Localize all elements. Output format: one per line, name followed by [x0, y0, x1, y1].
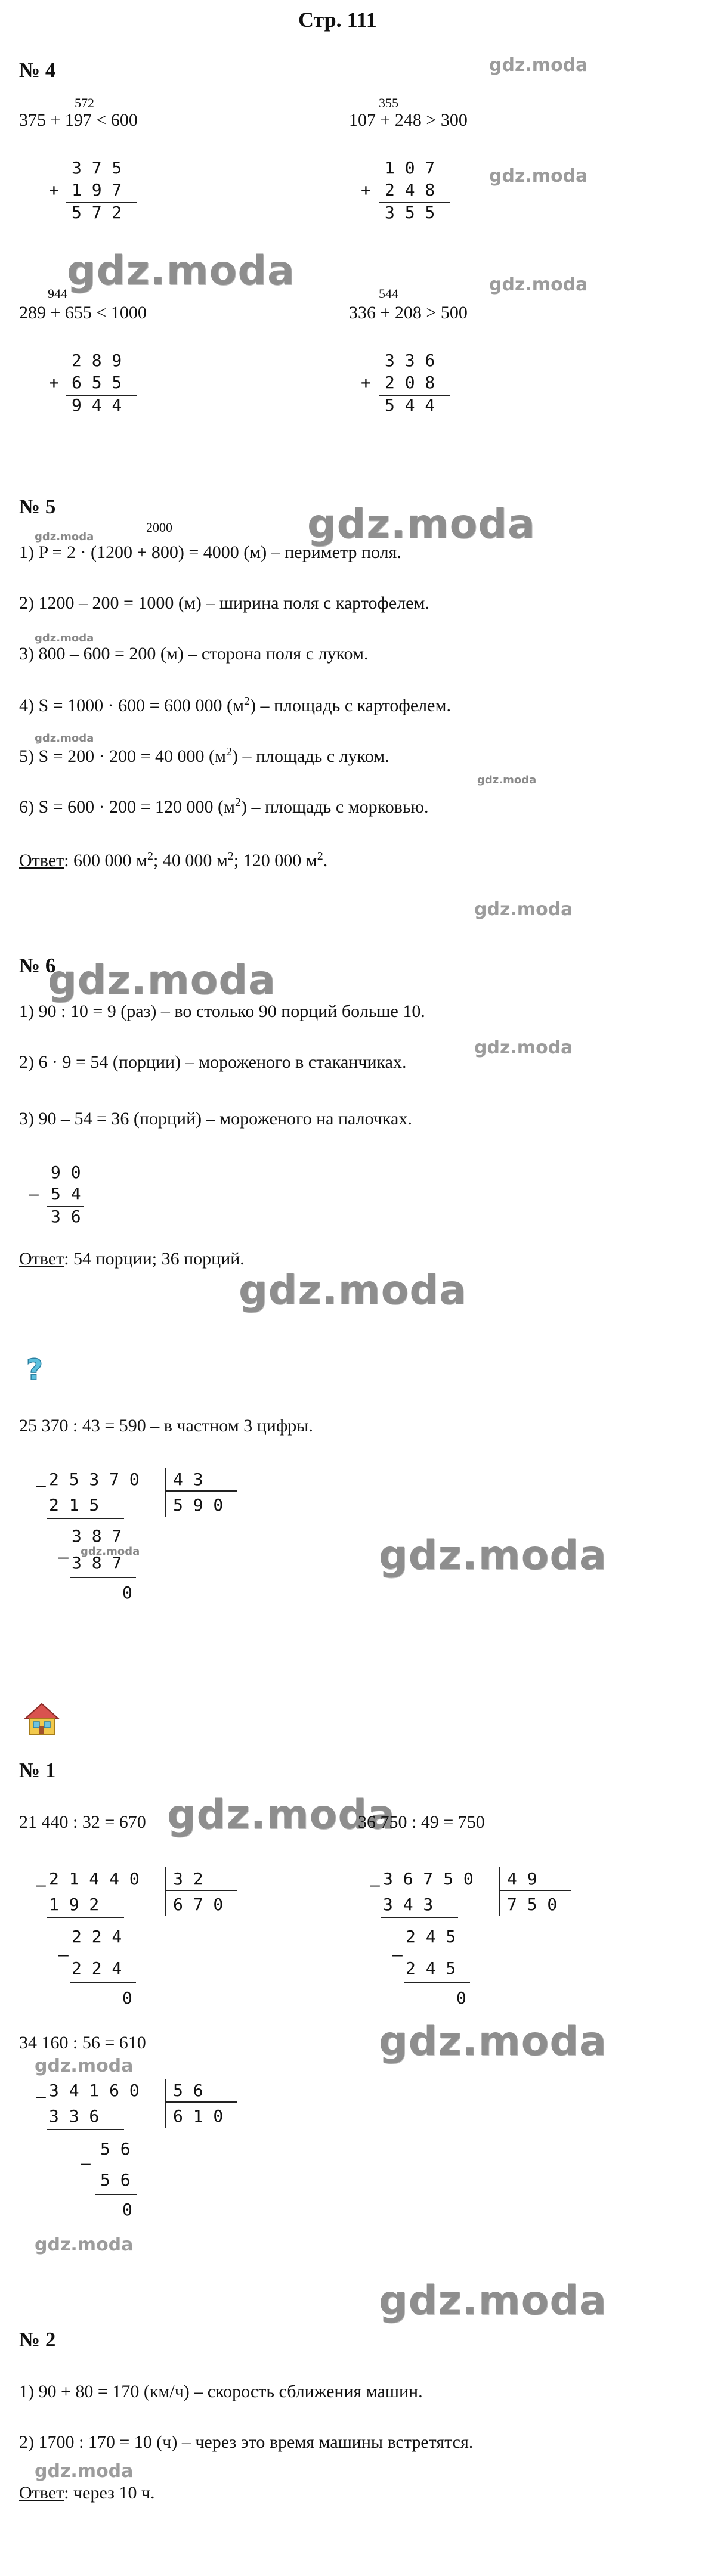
- watermark: gdz.moda: [307, 501, 536, 548]
- minus-sign: –: [58, 1547, 69, 1567]
- q-divisor: 4 3: [173, 1470, 203, 1489]
- watermark: gdz.moda: [477, 774, 537, 786]
- task4-ex2-row1: 1 0 7: [385, 158, 435, 178]
- house-icon: [24, 1702, 60, 1737]
- task5-header: № 5: [19, 495, 56, 518]
- plus-sign: +: [361, 373, 371, 392]
- task4-ex4-expr: 336 + 208 > 500: [349, 303, 468, 323]
- task6-line3: 3) 90 – 54 = 36 (порций) – мороженого на палочках.: [19, 1109, 412, 1129]
- task4-ex1-row3: 5 7 2: [72, 203, 122, 222]
- div-b-step4: 0: [456, 1988, 466, 2008]
- task6-row1: 9 0: [51, 1163, 81, 1182]
- svg-text:?: ?: [26, 1353, 43, 1384]
- minus-sign: –: [29, 1184, 39, 1204]
- plus-sign: +: [361, 180, 371, 200]
- task4-ex2-row2: 2 4 8: [385, 180, 435, 200]
- home-task2-header: № 2: [19, 2328, 56, 2351]
- div-c-step1: 3 3 6: [49, 2106, 100, 2126]
- task4-ex4-row2: 2 0 8: [385, 373, 435, 392]
- watermark: gdz.moda: [379, 2277, 607, 2324]
- minus-sign: –: [36, 1475, 46, 1495]
- task5-line5: 5) S = 200 · 200 = 40 000 $(м^2)$ – площадь с луком.: [19, 745, 389, 766]
- task6-row2: 5 4: [51, 1184, 81, 1204]
- task5-line4: 4) S = 1000 · 600 = 600 000 $(м^2)$ – площадь с картофелем.: [19, 695, 451, 715]
- div-b-dividend: 3 6 7 5 0: [383, 1869, 474, 1889]
- task5-line2: 2) 1200 – 200 = 1000 (м) – ширина поля с картофелем.: [19, 593, 429, 613]
- watermark: gdz.moda: [35, 732, 94, 745]
- task4-ex4-row1: 3 3 6: [385, 351, 435, 370]
- watermark: gdz.moda: [81, 1545, 140, 1558]
- task4-ex4-sup: 544: [379, 286, 398, 301]
- task4-ex4-row3: 5 4 4: [385, 395, 435, 415]
- minus-sign: –: [36, 2087, 46, 2106]
- div-a-dividend: 2 1 4 4 0: [49, 1869, 140, 1889]
- div-b-step3: 2 4 5: [406, 1958, 456, 1978]
- task6-line2: 2) 6 · 9 = 54 (порции) – мороженого в стаканчиках.: [19, 1052, 407, 1072]
- watermark: gdz.moda: [35, 2234, 134, 2255]
- watermark: gdz.moda: [35, 2461, 134, 2482]
- task4-ex1-expr: 375 + 197 < 600: [19, 110, 138, 130]
- task6-line1: 1) 90 : 10 = 9 (раз) – во столько 90 порций больше 10.: [19, 1002, 425, 1021]
- watermark: gdz.moda: [48, 957, 276, 1004]
- q-step2: 3 8 7: [72, 1526, 122, 1546]
- question-icon: [23, 1353, 49, 1384]
- watermark: gdz.moda: [379, 1532, 607, 1579]
- minus-sign: –: [392, 1945, 403, 1964]
- q-quotient: 5 9 0: [173, 1495, 224, 1515]
- task4-ex3-row2: 6 5 5: [72, 373, 122, 392]
- div-b-divisor: 4 9: [507, 1869, 537, 1889]
- task5-line6: 6) S = 600 · 200 = 120 000 $(м^2)$ – площадь с морковью.: [19, 796, 429, 817]
- minus-sign: –: [36, 1875, 46, 1895]
- task4-ex3-row1: 2 8 9: [72, 351, 122, 370]
- div-a-step3: 2 2 4: [72, 1958, 122, 1978]
- watermark: gdz.moda: [35, 632, 94, 644]
- question-line: 25 370 : 43 = 590 – в частном 3 цифры.: [19, 1416, 313, 1436]
- home-task1-c-expr: 34 160 : 56 = 610: [19, 2033, 146, 2053]
- watermark: gdz.moda: [489, 274, 588, 295]
- watermark: gdz.moda: [35, 531, 94, 543]
- watermark: gdz.moda: [489, 166, 588, 187]
- home-task1-a-expr: 21 440 : 32 = 670: [19, 1812, 146, 1832]
- minus-sign: –: [58, 1945, 69, 1964]
- div-c-dividend: 3 4 1 6 0: [49, 2081, 140, 2100]
- task4-ex2-expr: 107 + 248 > 300: [349, 110, 468, 130]
- q-dividend: 2 5 3 7 0: [49, 1470, 140, 1489]
- div-c-step2: 5 6: [100, 2139, 131, 2159]
- plus-sign: +: [49, 373, 59, 392]
- task4-ex3-expr: 289 + 655 < 1000: [19, 303, 147, 323]
- task6-answer: Ответ: 54 порции; 36 порций.: [19, 1249, 245, 1269]
- div-b-step1: 3 4 3: [383, 1895, 434, 1914]
- watermark: gdz.moda: [35, 2056, 134, 2076]
- home-task2-line2: 2) 1700 : 170 = 10 (ч) – через это время машины встретятся.: [19, 2432, 474, 2452]
- minus-sign: –: [81, 2153, 91, 2173]
- watermark: gdz.moda: [489, 55, 588, 76]
- task4-ex2-sup: 355: [379, 95, 398, 110]
- div-a-divisor: 3 2: [173, 1869, 203, 1889]
- home-task1-header: № 1: [19, 1759, 56, 1782]
- watermark: gdz.moda: [67, 247, 295, 295]
- watermark: gdz.moda: [379, 2018, 607, 2065]
- div-a-step4: 0: [122, 1988, 132, 2008]
- home-task2-answer: Ответ: через 10 ч.: [19, 2483, 155, 2503]
- plus-sign: +: [49, 180, 59, 200]
- task4-ex1-row2: 1 9 7: [72, 180, 122, 200]
- div-b-quotient: 7 5 0: [507, 1895, 558, 1914]
- task6-header: № 6: [19, 954, 56, 977]
- q-step4: 0: [122, 1583, 132, 1602]
- watermark: gdz.moda: [239, 1267, 467, 1314]
- home-task2-line1: 1) 90 + 80 = 170 (км/ч) – скорость сближения машин.: [19, 2382, 423, 2401]
- task5-line1: 1) P = 2 · (1200 + 800) = 4000 (м) – периметр поля.: [19, 543, 401, 562]
- page-title: Стр. 111: [298, 8, 377, 32]
- div-c-step4: 0: [122, 2200, 132, 2219]
- task4-ex1-sup: 572: [75, 95, 94, 110]
- task4-header: № 4: [19, 58, 56, 82]
- div-a-step2: 2 2 4: [72, 1927, 122, 1946]
- watermark: gdz.moda: [474, 1037, 573, 1058]
- task6-row3: 3 6: [51, 1207, 81, 1226]
- div-c-divisor: 5 6: [173, 2081, 203, 2100]
- task4-ex3-sup: 944: [48, 286, 67, 301]
- task5-line3: 3) 800 – 600 = 200 (м) – сторона поля с луком.: [19, 644, 369, 664]
- div-c-step3: 5 6: [100, 2170, 131, 2190]
- task5-sup: 2000: [146, 520, 172, 535]
- task4-ex1-row1: 3 7 5: [72, 158, 122, 178]
- div-a-step1: 1 9 2: [49, 1895, 100, 1914]
- q-step3: 3 8 7: [72, 1553, 122, 1573]
- q-step1: 2 1 5: [49, 1495, 100, 1515]
- home-task1-b-expr: 36 750 : 49 = 750: [358, 1812, 485, 1832]
- div-a-quotient: 6 7 0: [173, 1895, 224, 1914]
- task4-ex2-row3: 3 5 5: [385, 203, 435, 222]
- task5-answer: Ответ: 600 000 $м^2$; 40 000 $м^2$; 120 000 $м^2$.: [19, 850, 328, 870]
- watermark: gdz.moda: [474, 899, 573, 920]
- minus-sign: –: [370, 1875, 380, 1895]
- task4-ex3-row3: 9 4 4: [72, 395, 122, 415]
- div-b-step2: 2 4 5: [406, 1927, 456, 1946]
- watermark: gdz.moda: [167, 1791, 395, 1839]
- div-c-quotient: 6 1 0: [173, 2106, 224, 2126]
